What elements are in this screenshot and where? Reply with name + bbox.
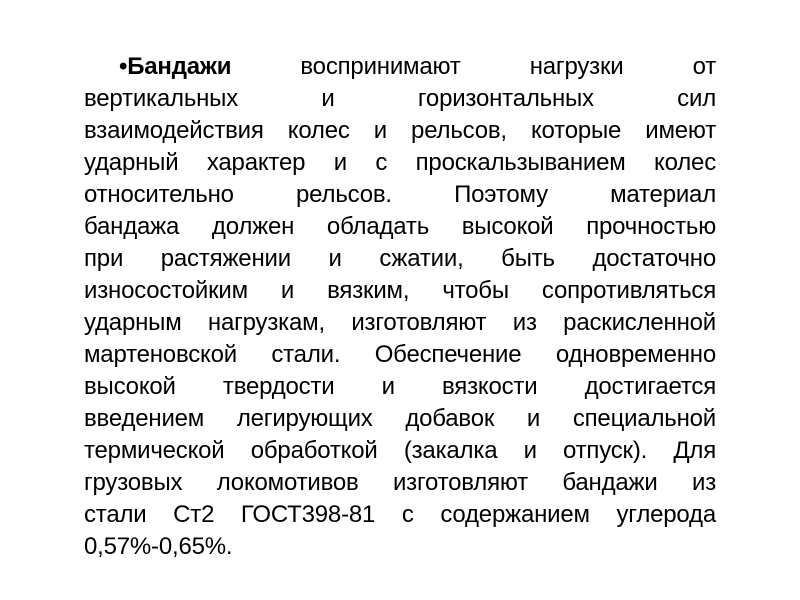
paragraph-line: взаимодействия колес и рельсов, которые имеют: [84, 117, 716, 144]
paragraph-line: [84, 51, 716, 83]
paragraph-line: ударный характер и с проскальзыванием колес: [84, 149, 716, 176]
lead-term: Бандажи: [127, 53, 232, 80]
paragraph-line: грузовых локомотивов изготовляют бандажи из: [84, 469, 716, 496]
paragraph-line: бандажа должен обладать высокой прочностью: [84, 213, 716, 240]
paragraph-line: высокой твердости и вязкости достигается: [84, 373, 716, 400]
first-line-text: воспринимают нагрузки от: [300, 53, 717, 80]
paragraph-line: термической обработкой (закалка и отпуск). Для: [84, 437, 716, 464]
paragraph: [84, 51, 716, 563]
paragraph-line: вертикальных и горизонтальных сил: [84, 85, 716, 112]
paragraph-line: введением легирующих добавок и специальной: [84, 405, 716, 432]
paragraph-line: при растяжении и сжатии, быть достаточно: [84, 245, 716, 272]
paragraph-line: относительно рельсов. Поэтому материал: [84, 181, 716, 208]
paragraph-line: 0,57%-0,65%.: [84, 533, 233, 560]
paragraph-line: мартеновской стали. Обеспечение одновременно: [84, 341, 716, 368]
bullet-marker: •: [119, 53, 128, 80]
paragraph-line: стали Ст2 ГОСТ398-81 с содержанием углерода: [84, 501, 716, 528]
paragraph-line: ударным нагрузкам, изготовляют из раскисленной: [84, 309, 716, 336]
paragraph-line: износостойким и вязким, чтобы сопротивляться: [84, 277, 716, 304]
